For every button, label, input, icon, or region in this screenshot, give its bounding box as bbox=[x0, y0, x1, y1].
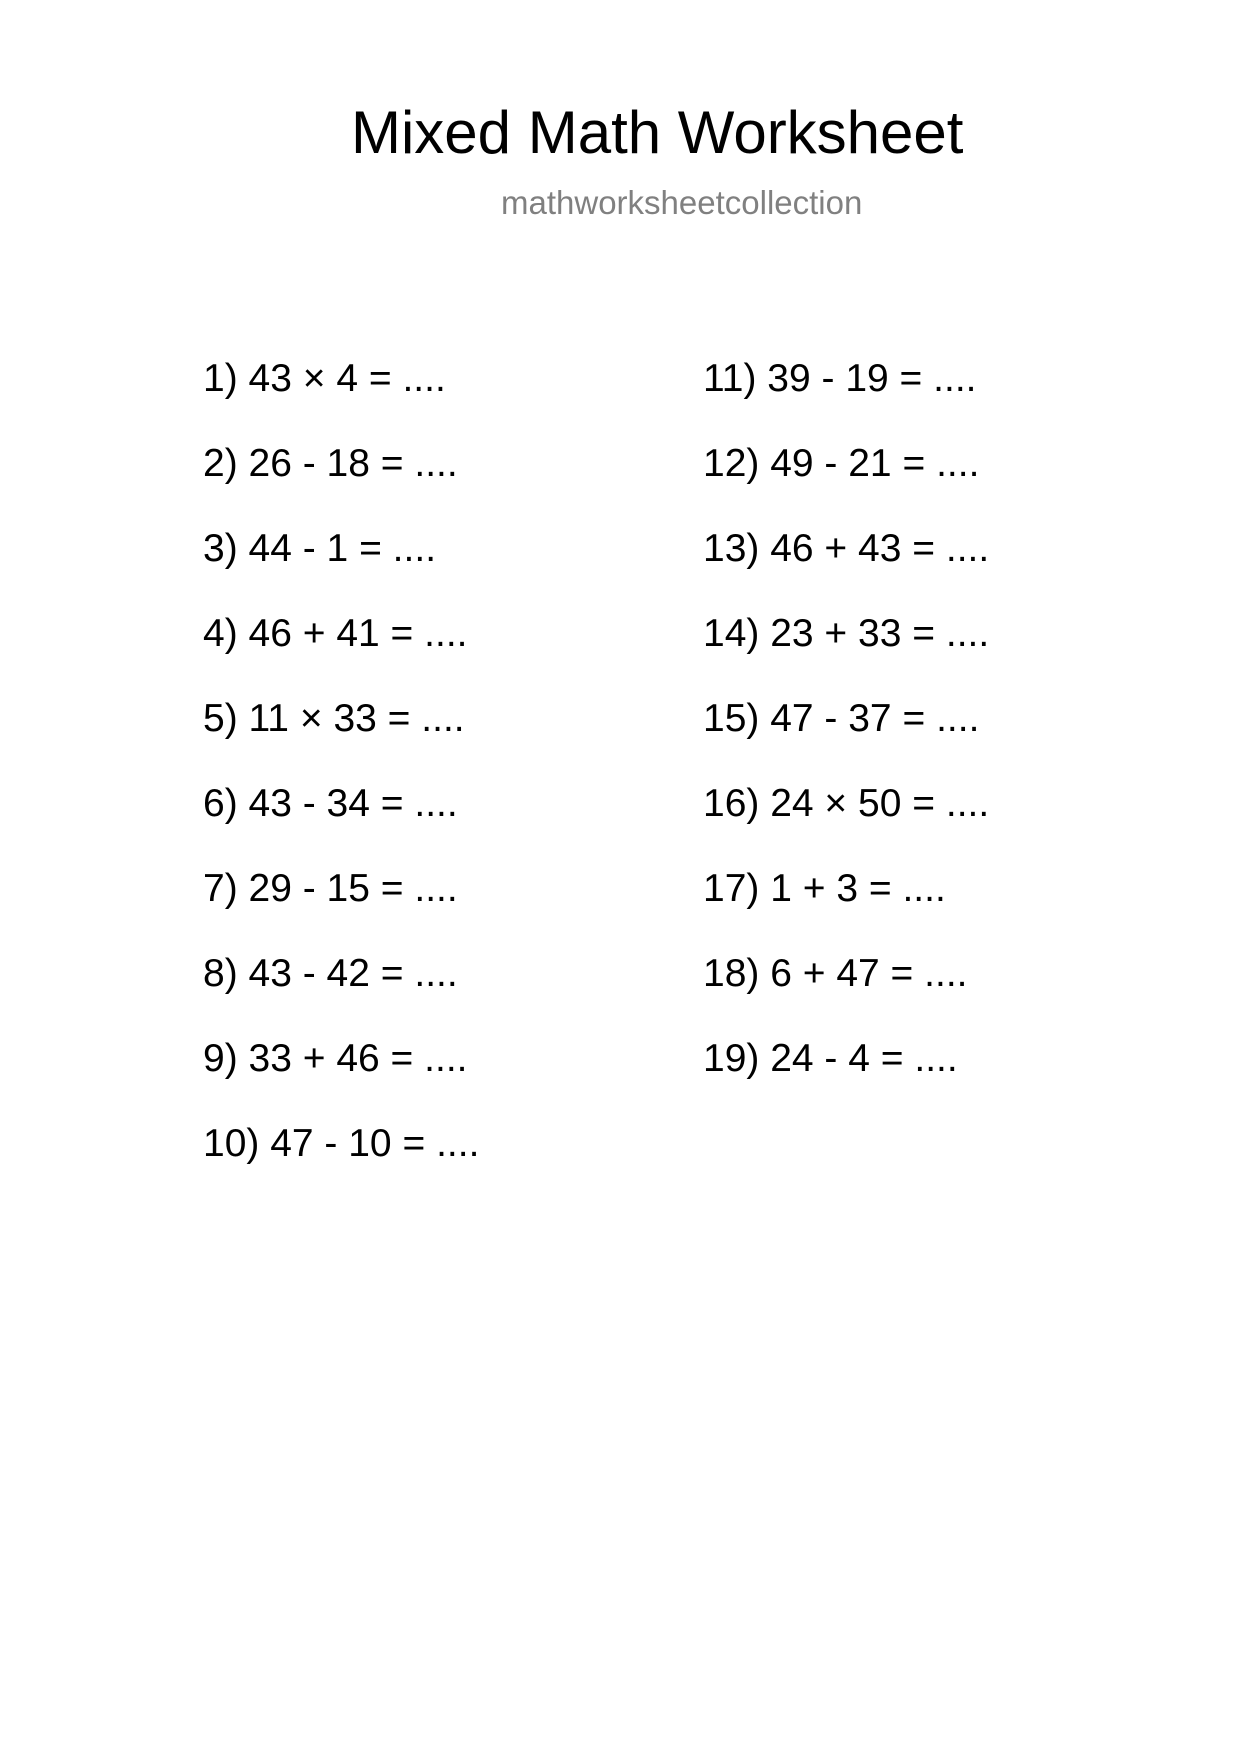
problem-item: 10) 47 - 10 = .... bbox=[203, 1122, 480, 1165]
problem-item: 8) 43 - 42 = .... bbox=[203, 952, 458, 995]
problem-item: 19) 24 - 4 = .... bbox=[703, 1037, 958, 1080]
problem-item: 4) 46 + 41 = .... bbox=[203, 612, 468, 655]
problem-item: 2) 26 - 18 = .... bbox=[203, 442, 458, 485]
problem-item: 3) 44 - 1 = .... bbox=[203, 527, 437, 570]
problem-item: 16) 24 × 50 = .... bbox=[703, 782, 990, 825]
problem-item: 13) 46 + 43 = .... bbox=[703, 527, 990, 570]
problem-item: 5) 11 × 33 = .... bbox=[203, 697, 465, 740]
problem-item: 1) 43 × 4 = .... bbox=[203, 357, 446, 400]
problem-item: 12) 49 - 21 = .... bbox=[703, 442, 980, 485]
problem-item: 6) 43 - 34 = .... bbox=[203, 782, 458, 825]
problem-item: 14) 23 + 33 = .... bbox=[703, 612, 990, 655]
problem-item: 17) 1 + 3 = .... bbox=[703, 867, 946, 910]
problem-item: 18) 6 + 47 = .... bbox=[703, 952, 968, 995]
page-title: Mixed Math Worksheet bbox=[351, 99, 964, 166]
problem-item: 11) 39 - 19 = .... bbox=[703, 357, 977, 400]
problem-item: 7) 29 - 15 = .... bbox=[203, 867, 458, 910]
problem-item: 15) 47 - 37 = .... bbox=[703, 697, 980, 740]
site-watermark: mathworksheetcollection bbox=[501, 184, 863, 221]
problem-item: 9) 33 + 46 = .... bbox=[203, 1037, 468, 1080]
